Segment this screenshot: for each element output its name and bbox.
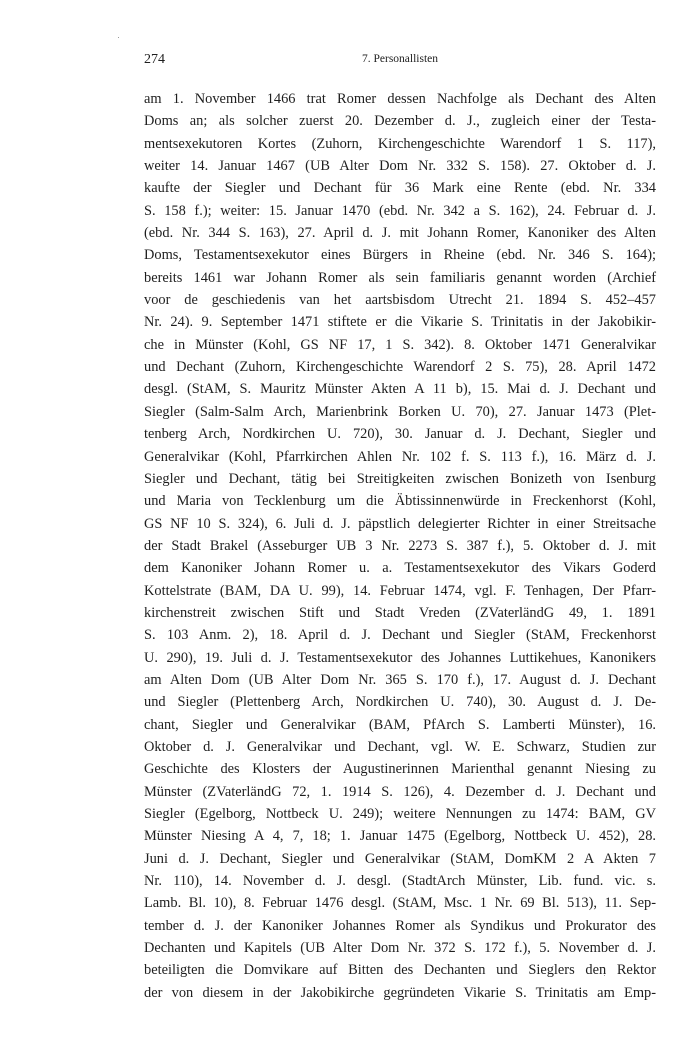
text-line: und Maria von Tecklenburg um die Äbtissinnenwürde in Freckenhorst (Kohl,	[144, 493, 656, 510]
text-line: weiter 14. Januar 1467 (UB Alter Dom Nr. 332 S. 158). 27. Oktober d. J.	[144, 158, 656, 175]
text-line: der Stadt Brakel (Asseburger UB 3 Nr. 2273 S. 387 f.), 5. Oktober d. J. mit	[144, 537, 656, 554]
text-line: bereits 1461 war Johann Romer als sein familiaris genannt worden (Archief	[144, 269, 656, 286]
text-line: Juni d. J. Dechant, Siegler und Generalvikar (StAM, DomKM 2 A Akten 7	[144, 850, 656, 867]
running-head: 7. Personallisten	[361, 53, 439, 65]
text-line: Geschichte des Klosters der Augustinerinnen Marienthal genannt Niesing zu	[144, 761, 656, 778]
text-line: voor de geschiedenis van het aartsbisdom Utrecht 21. 1894 S. 452–457	[144, 292, 656, 309]
text-line: Oktober d. J. Generalvikar und Dechant, vgl. W. E. Schwarz, Studien zur	[144, 738, 656, 755]
text-line: S. 158 f.); weiter: 15. Januar 1470 (ebd. Nr. 342 a S. 162), 24. Februar d. J.	[144, 202, 656, 219]
text-line: Siegler (Salm-Salm Arch, Marienbrink Borken U. 70), 27. Januar 1473 (Plet-	[144, 403, 656, 420]
scan-speck	[118, 37, 119, 38]
text-line: che in Münster (Kohl, GS NF 17, 1 S. 342). 8. Oktober 1471 Generalvikar	[144, 336, 656, 353]
text-line: Dechanten und Kapitels (UB Alter Dom Nr. 372 S. 172 f.), 5. November d. J.	[144, 940, 656, 957]
text-line: am Alten Dom (UB Alter Dom Nr. 365 S. 170 f.), 17. August d. J. Dechant	[144, 671, 656, 688]
text-line: S. 103 Anm. 2), 18. April d. J. Dechant und Siegler (StAM, Freckenhorst	[144, 627, 656, 644]
text-line: U. 290), 19. Juli d. J. Testamentsexekutor des Johannes Luttikehues, Kanonikers	[144, 649, 656, 666]
text-line: chant, Siegler und Generalvikar (BAM, PfArch S. Lamberti Münster), 16.	[144, 716, 656, 733]
text-line: tenberg Arch, Nordkirchen U. 720), 30. Januar d. J. Dechant, Siegler und	[144, 426, 656, 443]
text-line: und Dechant (Zuhorn, Kirchengeschichte Warendorf 2 S. 75), 28. April 1472	[144, 359, 656, 376]
text-line: Münster (ZVaterländG 72, 1. 1914 S. 126), 4. Dezember d. J. Dechant und	[144, 783, 656, 800]
text-line: Münster Niesing A 4, 7, 18; 1. Januar 1475 (Egelborg, Nottbeck U. 452), 28.	[144, 828, 656, 845]
text-line: kirchenstreit zwischen Stift und Stadt Vreden (ZVaterländG 49, 1. 1891	[144, 604, 656, 621]
page-number: 274	[144, 52, 165, 67]
text-line: kaufte der Siegler und Dechant für 36 Mark eine Rente (ebd. Nr. 334	[144, 180, 656, 197]
text-line: tember d. J. der Kanoniker Johannes Romer als Syndikus und Prokurator des	[144, 917, 656, 934]
body-text	[144, 88, 656, 1004]
text-line: GS NF 10 S. 324), 6. Juli d. J. päpstlich delegierter Richter in einer Streitsache	[144, 515, 656, 532]
text-line: Kottelstrate (BAM, DA U. 99), 14. Februar 1474, vgl. F. Tenhagen, Der Pfarr-	[144, 582, 656, 599]
text-line: Generalvikar (Kohl, Pfarrkirchen Ahlen Nr. 102 f. S. 113 f.), 16. März d. J.	[144, 448, 656, 465]
text-line: Lamb. Bl. 10), 8. Februar 1476 desgl. (StAM, Msc. 1 Nr. 69 Bl. 513), 11. Sep-	[144, 895, 656, 912]
text-line: beteiligten die Domvikare auf Bitten des Dechanten und Sieglers den Rektor	[144, 962, 656, 979]
text-line: dem Kanoniker Johann Romer u. a. Testamentsexekutor des Vikars Goderd	[144, 560, 656, 577]
text-line: am 1. November 1466 trat Romer dessen Nachfolge als Dechant des Alten	[144, 91, 656, 107]
text-line: Nr. 110), 14. November d. J. desgl. (StadtArch Münster, Lib. fund. vic. s.	[144, 873, 656, 890]
text-line: desgl. (StAM, S. Mauritz Münster Akten A 11 b), 15. Mai d. J. Dechant und	[144, 381, 656, 398]
text-line: Doms an; als solcher zuerst 20. Dezember d. J., zugleich einer der Testa-	[144, 113, 656, 130]
text-line: und Siegler (Plettenberg Arch, Nordkirchen U. 740), 30. August d. J. De-	[144, 694, 656, 711]
text-line: Siegler und Dechant, tätig bei Streitigkeiten zwischen Bonizeth von Isenburg	[144, 470, 656, 487]
page-header	[144, 52, 656, 72]
text-line: mentsexekutoren Kortes (Zuhorn, Kirchengeschichte Warendorf 1 S. 117),	[144, 135, 656, 152]
text-line: Nr. 24). 9. September 1471 stiftete er die Vikarie S. Trinitatis in der Jakobikir-	[144, 314, 656, 331]
text-line: der von diesem in der Jakobikirche gegründeten Vikarie S. Trinitatis am Emp-	[144, 984, 656, 1001]
text-line: (ebd. Nr. 344 S. 163), 27. April d. J. mit Johann Romer, Kanoniker des Alten	[144, 225, 656, 242]
text-line: Doms, Testamentsexekutor eines Bürgers in Rheine (ebd. Nr. 346 S. 164);	[144, 247, 656, 264]
text-line: Siegler (Egelborg, Nottbeck U. 249); weitere Nennungen zu 1474: BAM, GV	[144, 806, 656, 822]
